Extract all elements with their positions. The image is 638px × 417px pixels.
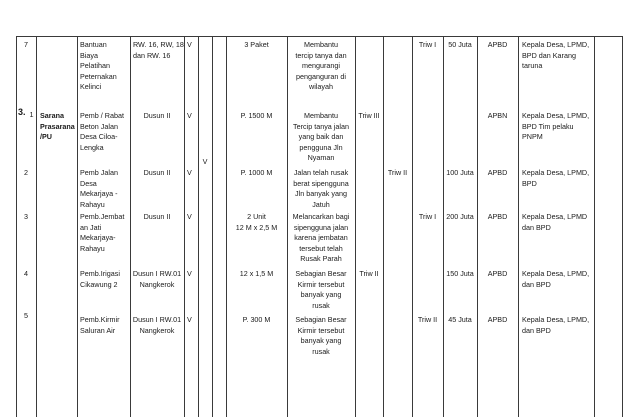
row-number: 3 (24, 212, 28, 221)
grid-line (36, 36, 37, 417)
lokasi-cell: RW. 16, RW, 18 dan RW. 16 (133, 40, 184, 60)
biaya-cell: 45 Juta (448, 315, 472, 324)
grid-line (16, 36, 622, 37)
grid-line (16, 36, 17, 417)
biaya-cell: 200 Juta (446, 212, 474, 221)
triwulan-c-cell: Triw I (418, 212, 437, 221)
manfaat-cell: Jalan telah rusak berat sipengguna Jln banyak yang Jatuh (293, 168, 349, 209)
grid-line (622, 36, 623, 417)
grid-line (212, 36, 213, 417)
volume-cell: P. 1500 M (240, 111, 273, 120)
pelaksana-cell: Kepala Desa, LPMD, dan BPD (522, 315, 590, 335)
grid-line (184, 36, 185, 417)
row-number: 7 (24, 40, 28, 49)
kegiatan-cell: Pemb.Irigasi Cikawung 2 (80, 269, 120, 289)
manfaat-cell: Melancarkan bagi sipengguna jalan karena jembatan tersebut telah Rusak Parah (292, 212, 350, 264)
biaya-cell: 50 Juta (448, 40, 472, 49)
sumber-dana-cell: APBD (487, 269, 508, 278)
row-number: 2 (24, 168, 28, 177)
manfaat-cell: Sebagian Besar Kirmir tersebut banyak yang rusak (295, 315, 347, 356)
manfaat-cell: Sebagian Besar Kirmir tersebut banyak yang rusak (295, 269, 347, 310)
lokasi-cell: Dusun II (143, 168, 171, 177)
grid-line (383, 36, 384, 417)
section-title: Sarana Prasarana /PU (40, 111, 75, 142)
pelaksana-cell: Kepala Desa, LPMD dan BPD (522, 212, 588, 232)
pelaksana-cell: Kepala Desa, LPMD, BPD (522, 168, 590, 188)
check-mark: V (187, 315, 192, 324)
kegiatan-cell: Bantuan Biaya Pelatihan Peternakan Kelinci (80, 40, 117, 92)
grid-line (412, 36, 413, 417)
sumber-dana-cell: APBD (487, 168, 508, 177)
lokasi-cell: Dusun II (143, 111, 171, 120)
section-extra-mark: V (202, 157, 208, 166)
check-mark: V (187, 111, 192, 120)
biaya-cell: 100 Juta (446, 168, 474, 177)
sumber-dana-cell: APBD (487, 40, 508, 49)
grid-line (518, 36, 519, 417)
grid-line (594, 36, 595, 417)
manfaat-cell: Membantu tercip tanya dan mengurangi penganguran di wilayah (295, 40, 347, 92)
lokasi-cell: Dusun I RW.01 Nangkerok (132, 269, 182, 289)
grid-line (77, 36, 78, 417)
row-number: 1 (29, 110, 34, 119)
triwulan-a-cell: Triw II (359, 269, 379, 278)
check-mark: V (187, 269, 192, 278)
row-number: 4 (24, 269, 28, 278)
row-number: 5 (24, 311, 28, 320)
grid-line (443, 36, 444, 417)
volume-cell: 3 Paket (244, 40, 269, 49)
lokasi-cell: Dusun I RW.01 Nangkerok (132, 315, 182, 335)
pelaksana-cell: Kepala Desa, LPMD, BPD dan Karang taruna (522, 40, 590, 71)
volume-cell: 12 x 1,5 M (239, 269, 274, 278)
grid-line (477, 36, 478, 417)
kegiatan-cell: Pemb Jalan Desa Mekarjaya - Rahayu (80, 168, 118, 209)
biaya-cell: 150 Juta (446, 269, 474, 278)
volume-cell: P. 1000 M (240, 168, 273, 177)
triwulan-a-cell: Triw III (358, 111, 380, 120)
check-mark: V (187, 40, 192, 49)
pelaksana-cell: Kepala Desa, LPMD, BPD Tim pelaku PNPM (522, 111, 590, 142)
grid-line (198, 36, 199, 417)
volume-cell: P. 300 M (242, 315, 271, 324)
manfaat-cell: Membantu Tercip tanya jalan yang baik dan pengguna Jln Nyaman (293, 111, 349, 163)
pelaksana-cell: Kepala Desa, LPMD, dan BPD (522, 269, 590, 289)
kegiatan-cell: Pemb.Kirmir Saluran Air (80, 315, 120, 335)
volume-cell: 2 Unit 12 M x 2,5 M (235, 212, 278, 232)
check-mark: V (187, 212, 192, 221)
lokasi-cell: Dusun II (143, 212, 171, 221)
sumber-dana-cell: APBD (487, 212, 508, 221)
grid-line (355, 36, 356, 417)
kegiatan-cell: Pemb / Rabat Beton Jalan Desa Ciloa- Lengka (80, 111, 124, 152)
triwulan-b-cell: Triw II (387, 168, 408, 177)
sumber-dana-cell: APBD (487, 315, 508, 324)
sumber-dana-cell: APBN (487, 111, 508, 120)
kegiatan-cell: Pemb.Jembat an Jati Mekarjaya- Rahayu (80, 212, 125, 253)
grid-line (130, 36, 131, 417)
check-mark: V (187, 168, 192, 177)
triwulan-c-cell: Triw I (418, 40, 437, 49)
section-number: 3. (18, 107, 26, 117)
triwulan-c-cell: Triw II (417, 315, 438, 324)
